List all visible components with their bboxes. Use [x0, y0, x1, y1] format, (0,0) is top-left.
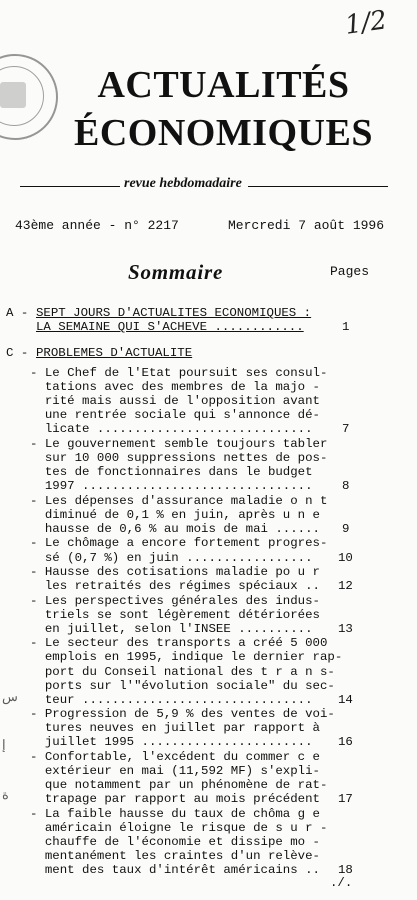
- contents-item-line: - Progression de 5,9 % des ventes de voi-: [30, 707, 335, 722]
- masthead-title-line1: ACTUALITÉS: [97, 64, 350, 106]
- contents-item-line: - La faible hausse du taux de chôma g e: [30, 806, 320, 821]
- contents-item-page: 14: [338, 692, 353, 707]
- contents-item-line: - Confortable, l'excédent du commer c e: [30, 749, 320, 764]
- contents-item-page: 9: [342, 521, 350, 536]
- contents-item-line: - Le secteur des transports a créé 5 000: [30, 636, 328, 651]
- contents-item-page: 7: [342, 422, 350, 437]
- contents-item-line: tes de fonctionnaires dans le budget: [30, 465, 313, 480]
- contents-item-line: - Les dépenses d'assurance maladie o n t: [30, 493, 328, 508]
- masthead-rule-left: [20, 186, 120, 187]
- contents-item-page: 16: [338, 735, 353, 750]
- contents-item-line: sé (0,7 %) en juin .................: [30, 550, 313, 565]
- contents-item-line: tures neuves en juillet par rapport à: [30, 721, 320, 736]
- margin-mark: ﺓ: [2, 788, 9, 803]
- masthead-subtitle: revue hebdomadaire: [124, 176, 242, 191]
- issue-date: Mercredi 7 août 1996: [228, 218, 385, 233]
- section-a-title-line1: SEPT JOURS D'ACTUALITES ECONOMIQUES :: [36, 306, 312, 320]
- contents-item-line: en juillet, selon l'INSEE ..........: [30, 621, 313, 636]
- contents-item-line: hausse de 0,6 % au mois de mai ......: [30, 521, 320, 536]
- contents-item-line: licate .............................: [30, 422, 313, 437]
- section-a-letter: A -: [6, 306, 29, 320]
- contents-item-line: - Les perspectives générales des indus-: [30, 593, 320, 608]
- contents-item-line: diminué de 0,1 % en juin, après u n e: [30, 507, 320, 522]
- contents-item-line: ment des taux d'intérêt américains ..: [30, 863, 320, 878]
- contents-item-line: 1997 ...............................: [30, 479, 313, 494]
- contents-item-line: mentanément les craintes d'un relève-: [30, 849, 320, 863]
- section-a-title-line2: LA SEMAINE QUI S'ACHEVE ............: [36, 320, 304, 334]
- contents-item-line: ports sur l'"évolution sociale" du sec-: [30, 678, 335, 693]
- contents-item-line: extérieur en mai (11,592 MF) s'expli-: [30, 764, 320, 778]
- contents-item-line: que notamment par un phénomène de rat-: [30, 778, 328, 793]
- continuation-mark: ./.: [330, 876, 353, 890]
- section-a-page: 1: [342, 320, 350, 334]
- contents-item-line: - Le Chef de l'Etat poursuit ses consul-: [30, 366, 328, 380]
- contents-item-line: emplois en 1995, indique le dernier rap-: [30, 650, 343, 665]
- pages-heading: Pages: [330, 264, 370, 279]
- contents-item-page: 8: [342, 479, 350, 494]
- contents-item-line: teur ...............................: [30, 692, 313, 707]
- contents-item-line: les retraités des régimes spéciaux ..: [30, 579, 320, 594]
- contents-item-line: port du Conseil national des t r a n s-: [30, 664, 335, 679]
- contents-heading: Sommaire: [128, 260, 224, 284]
- contents-item-line: juillet 1995 .......................: [30, 735, 313, 750]
- margin-mark: ﺇ: [2, 738, 6, 753]
- section-c-letter: C -: [6, 346, 29, 360]
- handwritten-page-mark: 1/2: [343, 5, 389, 41]
- contents-item-page: 12: [338, 579, 353, 594]
- contents-item-line: américain éloigne le risque de s u r -: [30, 820, 328, 835]
- issue-number: 43ème année - n° 2217: [15, 218, 179, 233]
- contents-item-page: 10: [338, 550, 353, 565]
- masthead-rule-right: [248, 186, 388, 187]
- contents-item-line: - Le chômage a encore fortement progres-: [30, 536, 328, 551]
- section-c-title: PROBLEMES D'ACTUALITE: [36, 346, 193, 360]
- margin-mark: ﺱ: [2, 690, 18, 705]
- contents-item-line: tations avec des membres de la majo -: [30, 380, 320, 395]
- contents-item-line: - Le gouvernement semble toujours tabler: [30, 436, 328, 451]
- contents-item-line: une rentrée sociale qui s'annonce dé-: [30, 408, 320, 423]
- masthead-title-line2: ÉCONOMIQUES: [74, 112, 373, 154]
- contents-item-page: 17: [338, 792, 353, 807]
- contents-item-line: sur 10 000 suppressions nettes de pos-: [30, 451, 328, 465]
- contents-item-page: 13: [338, 621, 353, 636]
- contents-item-page: 18: [338, 863, 353, 878]
- contents-item-line: trapage par rapport au mois précédent: [30, 792, 320, 807]
- contents-item-line: triels se sont légèrement détériorées: [30, 607, 320, 622]
- contents-item-line: chauffe de l'économie et dissipe mo -: [30, 834, 320, 849]
- contents-item-line: rité mais aussi de l'opposition avant: [30, 394, 320, 409]
- contents-item-line: - Hausse des cotisations maladie po u r: [30, 565, 320, 579]
